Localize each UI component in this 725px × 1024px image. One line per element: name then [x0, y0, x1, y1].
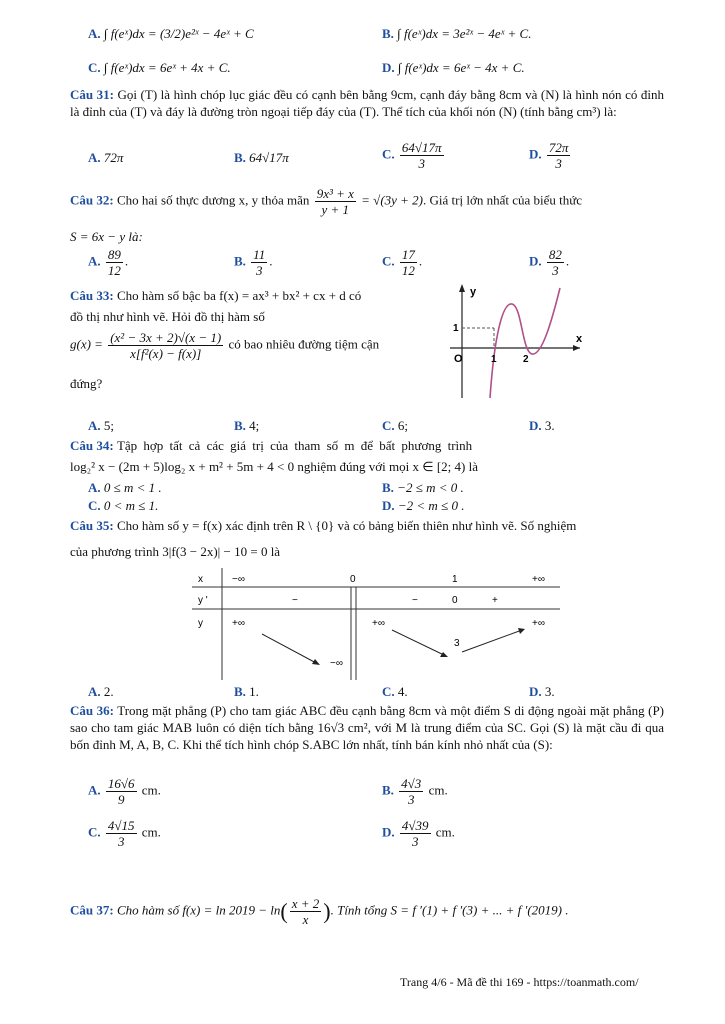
graph-y-label: y [470, 286, 477, 298]
y-val-three: 3 [454, 638, 460, 649]
q32-option-a: A. $\frac{89}{12}$ . [88, 247, 129, 278]
q31-option-b: B. 64√17π [234, 150, 289, 165]
row-label-x: x [198, 574, 203, 585]
q35-option-b: B. 1. [234, 684, 259, 699]
q31-option-c: C. $\frac{64√17\pi}{3}$ [382, 140, 442, 171]
q34-option-c: C. 0 < m ≤ 1. [88, 498, 159, 513]
q30-option-b: B. ∫ f(eˣ)dx = 3e²ˣ − 4eˣ + C. [382, 26, 532, 41]
q35-option-d: D. 3. [529, 684, 555, 699]
arrow-up-head-icon [518, 628, 525, 634]
arrow-up [462, 630, 522, 652]
arrow-down-2-head-icon [440, 652, 448, 657]
arrow-down-1 [262, 634, 318, 664]
q30-option-d: D. ∫ f(eˣ)dx = 6eˣ − 4x + C. [382, 60, 525, 75]
q36-option-b: B. $\frac{4√3}{3}$ cm. [382, 776, 448, 807]
row-label-yprime: y ' [198, 595, 208, 606]
y-val-pos-inf-2: +∞ [372, 618, 385, 629]
q36-option-a: A. $\frac{16√6}{9}$ cm. [88, 776, 161, 807]
page-footer: Trang 4/6 - Mã đề thi 169 - https://toanmath.com/ [400, 975, 639, 989]
q35-option-c: C. 4. [382, 684, 408, 699]
q37-stem: Câu 37: Cho hàm số f(x) = ln 2019 − ln( $\frac{x + 2}{x}$ ). Tính tổng S = f ′(1) + f ′(3) + ... + f ′(2019) . [70, 896, 569, 927]
q36-option-c: C. $\frac{4√15}{3}$ cm. [88, 818, 161, 849]
yprime-sign-1: − [292, 595, 298, 606]
q33-option-b: B. 4; [234, 418, 260, 433]
graph-xtick-1: 1 [491, 354, 497, 365]
q33-cubic-graph [440, 280, 590, 400]
q35-variation-table [192, 568, 560, 680]
q34-option-a: A. 0 ≤ m < 1 . [88, 480, 162, 495]
arrow-down-2 [392, 630, 446, 656]
x-val-one: 1 [452, 574, 458, 585]
q35-stem-line1: Câu 35: Cho hàm số y = f(x) xác định trên R \ {0} và có bảng biến thiên như hình vẽ. Số nghiệm [70, 518, 577, 533]
q32-stem-line1: Câu 32: Cho hai số thực dương x, y thỏa mãn $\frac{\text{9x³ + x}}{y + 1}$ = √(3y + 2). Giá trị lớn nhất của biểu thức [70, 186, 583, 217]
graph-x-label: x [576, 333, 583, 345]
graph-origin-label: O [454, 353, 463, 365]
q31-option-a: A. 72π [88, 150, 124, 165]
q33-stem-line1: Câu 33: Cho hàm số bậc ba f(x) = ax³ + bx² + cx + d có [70, 288, 362, 303]
q30-option-c: C. ∫ f(eˣ)dx = 6eˣ + 4x + C. [88, 60, 231, 75]
q34-stem-line1: Câu 34: Tập hợp tất cả các giá trị của tham số m để bất phương trình [70, 438, 473, 453]
q35-option-a: A. 2. [88, 684, 114, 699]
q36-option-d: D. $\frac{4√39}{3}$ cm. [382, 818, 455, 849]
graph-xtick-2: 2 [523, 354, 529, 365]
q36-stem: Câu 36: Trong mặt phẳng (P) cho tam giác ABC đều cạnh bằng 8cm và một điểm S di động ngoài mặt phẳng (P) sao cho tam giác MAB luôn có diện tích bằng 16√3 cm², với M là trung điểm của SC. Gọi (S) là mặt cầu đi qua bốn đỉnh M, A, B, C. Khi thể tích hình chóp S.ABC lớn nhất, tính bán kính nhỏ nhất của (S): [70, 703, 665, 752]
y-val-pos-inf-3: +∞ [532, 618, 545, 629]
arrow-down-1-head-icon [312, 659, 320, 665]
q34-option-b: B. −2 ≤ m < 0 . [382, 480, 464, 495]
q33-option-d: D. 3. [529, 418, 555, 433]
q34-stem-line2: log₂² x − (2m + 5)log₂ x + m² + 5m + 4 < 0 nghiệm đúng với mọi x ∈ [2; 4) là [70, 459, 478, 474]
x-val-zero: 0 [350, 574, 356, 585]
x-axis-arrow-icon [573, 345, 580, 351]
q33-stem-line2: đồ thị như hình vẽ. Hỏi đồ thị hàm số [70, 309, 265, 324]
q31-stem: Câu 31: Gọi (T) là hình chóp lục giác đều có cạnh bên bằng 9cm, cạnh đáy bằng 8cm và (N) là hình nón có đỉnh là đỉnh của (T) và đáy là đường tròn ngoại tiếp đáy của (T). Thể tích của khối nón (N) (tính bằng cm³) là: [70, 87, 664, 119]
y-axis-arrow-icon [459, 284, 465, 292]
q32-option-c: C. $\frac{17}{12}$ . [382, 247, 423, 278]
q31-option-d: D. $\frac{72\pi}{3}$ [529, 140, 569, 171]
graph-ytick-1: 1 [453, 323, 459, 334]
x-val-neg-inf: −∞ [232, 574, 245, 585]
row-label-y: y [198, 618, 203, 629]
yprime-sign-2: − [412, 595, 418, 606]
q32-option-d: D. $\frac{82}{3}$ . [529, 247, 570, 278]
q33-option-c: C. 6; [382, 418, 409, 433]
x-val-pos-inf: +∞ [532, 574, 545, 585]
q33-stem-line3: g(x) = $\frac{\text{(x² − 3x + 2)√(x − 1)}}{\text{x[f²(x) − f(x)]}}$ có bao nhiêu đường tiệm cận [70, 330, 380, 361]
cubic-curve [490, 288, 560, 398]
q33-option-a: A. 5; [88, 418, 115, 433]
y-val-pos-inf-1: +∞ [232, 618, 245, 629]
yprime-zero: 0 [452, 595, 458, 606]
y-val-neg-inf: −∞ [330, 658, 343, 669]
q32-option-b: B. $\frac{11}{3}$ . [234, 247, 273, 278]
yprime-sign-3: + [492, 595, 498, 606]
q34-option-d: D. −2 < m ≤ 0 . [382, 498, 465, 513]
q32-stem-line2: S = 6x − y là: [70, 229, 143, 244]
q33-stem-line4: đứng? [70, 376, 103, 391]
q35-stem-line2: của phương trình 3|f(3 − 2x)| − 10 = 0 là [70, 544, 281, 559]
q30-option-a: A. ∫ f(eˣ)dx = (3/2)e²ˣ − 4eˣ + C [88, 26, 254, 41]
